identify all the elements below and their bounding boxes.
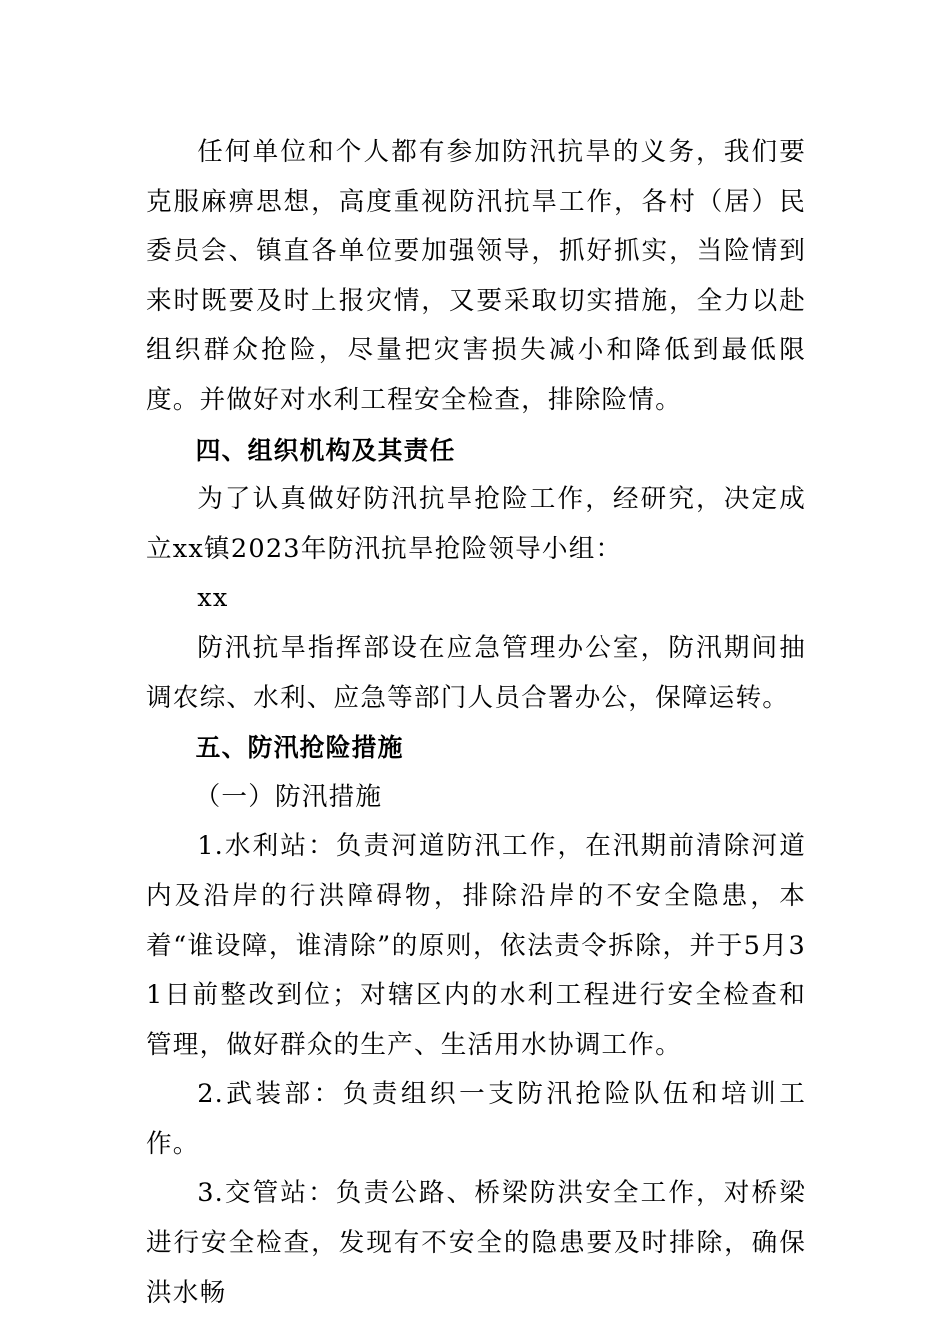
paragraph-traffic-station: 3.交管站：负责公路、桥梁防洪安全工作，对桥梁进行安全检查，发现有不安全的隐患要及时排除，确保洪水畅 bbox=[146, 1178, 806, 1308]
paragraph-armed-forces: 2.武装部：负责组织一支防汛抢险队伍和培训工作。 bbox=[146, 1079, 806, 1159]
sub-heading-flood-measures: （一）防汛措施 bbox=[194, 781, 383, 812]
paragraph-water-station: 1.水利站：负责河道防汛工作，在汛期前清除河道内及沿岸的行洪障碍物，排除沿岸的不安全隐患，本着“谁设障，谁清除”的原则，依法责令拆除，并于5月31日前整改到位；对辖区内的水利工程进行安全检查和管理，做好群众的生产、生活用水协调工作。 bbox=[146, 831, 806, 1060]
paragraph-member-list: xx bbox=[197, 583, 229, 614]
section-heading-organization: 四、组织机构及其责任 bbox=[195, 435, 456, 465]
paragraph-leading-group: 为了认真做好防汛抗旱抢险工作，经研究，决定成立xx镇2023年防汛抗旱抢险领导小组： bbox=[146, 484, 806, 564]
paragraph-command-office: 防汛抗旱指挥部设在应急管理办公室，防汛期间抽调农综、水利、应急等部门人员合署办公，保障运转。 bbox=[146, 632, 806, 713]
document-body bbox=[146, 128, 806, 1318]
paragraph-flood-duty: 任何单位和个人都有参加防汛抗旱的义务，我们要克服麻痹思想，高度重视防汛抗旱工作，各村（居）民委员会、镇直各单位要加强领导，抓好抓实，当险情到来时既要及时上报灾情，又要采取切实措施，全力以赴组织群众抢险，尽量把灾害损失减小和降低到最低限度。并做好对水利工程安全检查，排除险情。 bbox=[146, 137, 806, 415]
section-heading-measures: 五、防汛抢险措施 bbox=[195, 733, 404, 763]
